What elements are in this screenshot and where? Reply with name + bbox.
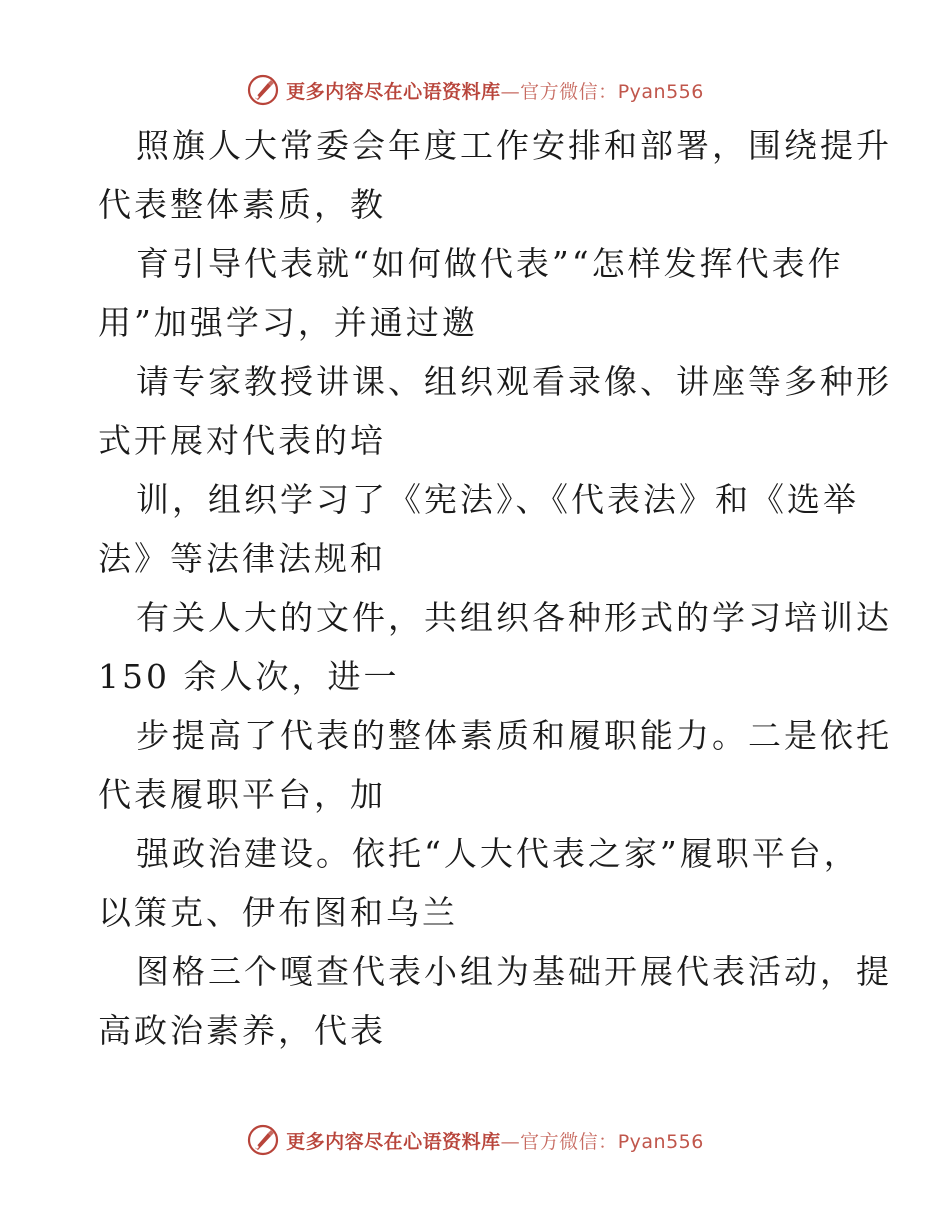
- paragraph: [98, 352, 892, 470]
- text-line: 步提高了代表的整体素质和履职能力。二是依托: [136, 716, 892, 755]
- watermark-text: [286, 77, 704, 104]
- text-line: 以策克、伊布图和乌兰: [98, 893, 458, 932]
- text-line: 训，组织学习了《宪法》、《代表法》和《选举: [136, 480, 859, 519]
- paragraph: [98, 116, 892, 234]
- text-line: 代表履职平台，加: [98, 775, 386, 814]
- watermark-text: [286, 1127, 704, 1154]
- watermark-site: 更多内容尽在心语资料库: [286, 80, 501, 103]
- text-line: 法》等法律法规和: [98, 539, 386, 578]
- paragraph: [98, 942, 892, 1060]
- text-line: 式开展对代表的培: [98, 421, 386, 460]
- footer-watermark: [0, 1120, 950, 1160]
- text-line: 高政治素养，代表: [98, 1011, 386, 1050]
- text-line: 强政治建设。依托“人大代表之家”履职平台，: [136, 834, 860, 873]
- paragraph: [98, 824, 858, 942]
- watermark-separator: —: [500, 1130, 521, 1153]
- text-line: 150 余人次，进一: [98, 657, 400, 696]
- text-line: 有关人大的文件，共组织各种形式的学习培训达: [136, 598, 892, 637]
- pen-seal-icon: [246, 1123, 280, 1157]
- watermark-wechat-id: Pyan556: [617, 80, 704, 103]
- text-line: 照旗人大常委会年度工作安排和部署，围绕提升: [136, 126, 892, 165]
- text-line: 代表整体素质，教: [98, 185, 386, 224]
- watermark-wechat-id: Pyan556: [617, 1130, 704, 1153]
- document-body: [98, 116, 892, 1060]
- pen-seal-icon: [246, 73, 280, 107]
- paragraph: [98, 470, 858, 588]
- text-line: 请专家教授讲课、组织观看录像、讲座等多种形: [136, 362, 892, 401]
- watermark-label: 官方微信：: [520, 80, 618, 103]
- watermark-separator: —: [500, 80, 521, 103]
- text-line: 育引导代表就“如何做代表”“怎样发挥代表作: [136, 244, 844, 283]
- header-watermark: [0, 70, 950, 110]
- paragraph: [98, 706, 892, 824]
- watermark-site: 更多内容尽在心语资料库: [286, 1130, 501, 1153]
- text-line: 用”加强学习，并通过邀: [98, 303, 478, 342]
- watermark-label: 官方微信：: [520, 1130, 618, 1153]
- text-line: 图格三个嘎查代表小组为基础开展代表活动，提: [136, 952, 892, 991]
- paragraph: [98, 234, 858, 352]
- paragraph: [98, 588, 892, 706]
